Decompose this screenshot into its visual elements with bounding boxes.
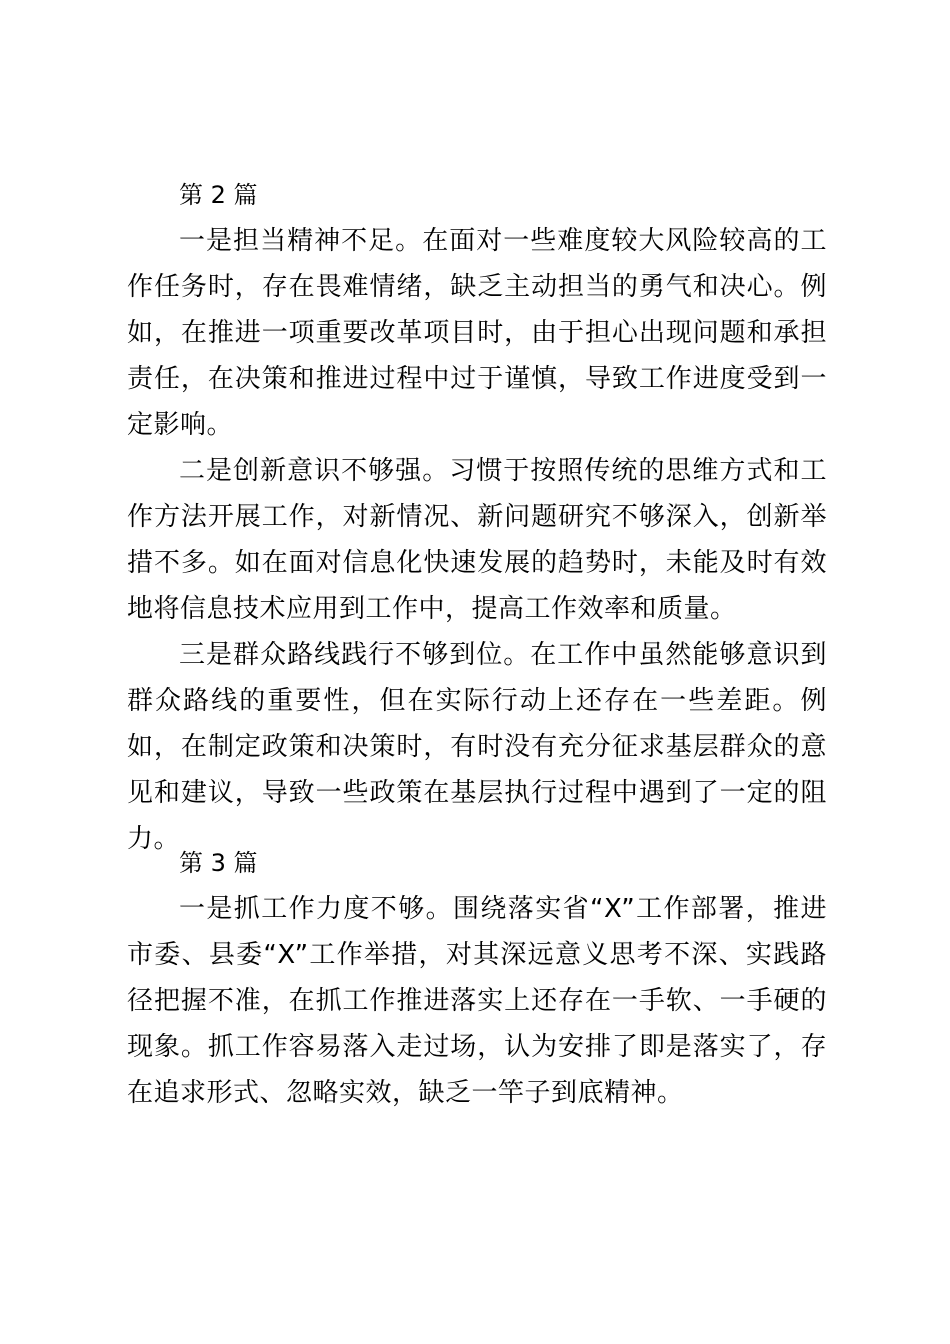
section-heading: 第 3 篇 [179, 849, 258, 877]
paragraph: 三是群众路线践行不够到位。在工作中虽然能够意识到群众路线的重要性，但在实际行动上还存在一些差距。例如，在制定政策和决策时，有时没有充分征求基层群众的意见和建议，导致一些政策在基层执行过程中遇到了一定的阻力。 [127, 640, 827, 854]
paragraph: 一是担当精神不足。在面对一些难度较大风险较高的工作任务时，存在畏难情绪，缺乏主动担当的勇气和决心。例如，在推进一项重要改革项目时，由于担心出现问题和承担责任，在决策和推进过程中过于谨慎，导致工作进度受到一定影响。 [127, 226, 827, 440]
section-heading: 第 2 篇 [179, 181, 258, 209]
paragraph: 一是抓工作力度不够。围绕落实省“X”工作部署，推进市委、县委“X”工作举措，对其深远意义思考不深、实践路径把握不准，在抓工作推进落实上还存在一手软、一手硬的现象。抓工作容易落入走过场，认为安排了即是落实了，存在追求形式、忽略实效，缺乏一竿子到底精神。 [127, 894, 827, 1108]
paragraph: 二是创新意识不够强。习惯于按照传统的思维方式和工作方法开展工作，对新情况、新问题研究不够深入，创新举措不多。如在面对信息化快速发展的趋势时，未能及时有效地将信息技术应用到工作中，提高工作效率和质量。 [127, 456, 827, 624]
section-3 [127, 840, 827, 1116]
section-2 [127, 172, 827, 862]
